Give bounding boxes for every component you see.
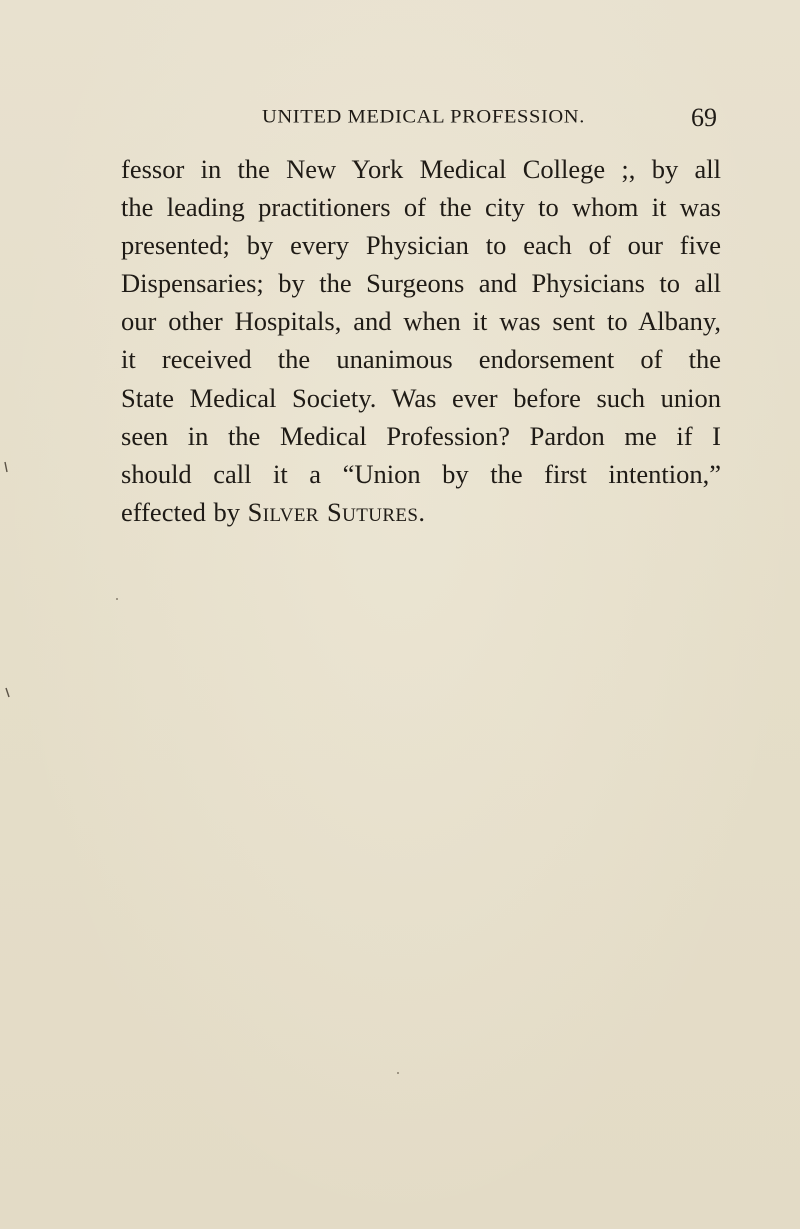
text-line-1: fessor in the New York Medical College ;, by all [121, 154, 721, 184]
silver-sutures-small-caps: Silver Sutures. [247, 496, 426, 527]
page-number: 69 [691, 103, 717, 132]
text-line-5: our other Hospitals, and when it was sent to Albany, [121, 306, 721, 337]
text-line-3: presented; by every Physician to each of our five [121, 230, 721, 261]
running-head [262, 103, 717, 133]
text-line-10-prefix: effected by [121, 496, 248, 527]
text-line-7: State Medical Society. Was ever before such union [121, 382, 721, 413]
text-line-9: should call it a “Union by the first intention,” [121, 458, 721, 489]
body-paragraph [121, 150, 721, 531]
text-line-2: the leading practitioners of the city to whom it was [121, 192, 721, 223]
text-line-8: seen in the Medical Profession? Pardon me if I [121, 420, 721, 451]
running-head-title: UNITED MEDICAL PROFESSION. [262, 107, 585, 128]
text-line-6: it received the unanimous endorsement of the [121, 344, 721, 375]
text-line-4: Dispensaries; by the Surgeons and Physicians to all [121, 268, 721, 299]
text-line-10 [121, 493, 721, 531]
